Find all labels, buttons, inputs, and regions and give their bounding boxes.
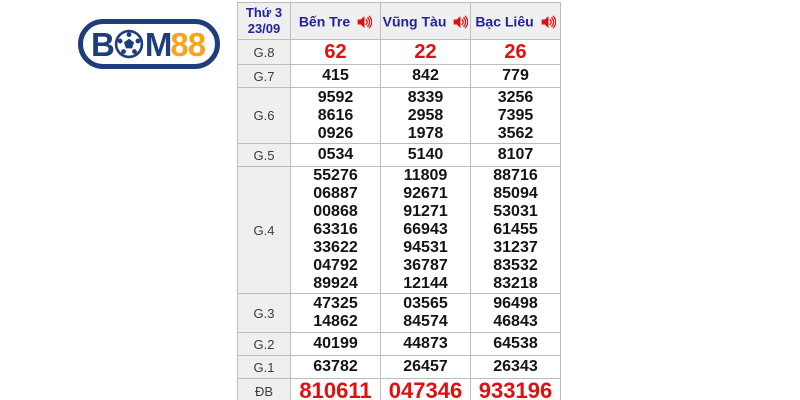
soccer-ball-icon [114, 29, 144, 59]
speaker-icon[interactable] [357, 15, 372, 29]
prize-numbers-cell [381, 333, 471, 356]
column-header-ben-tre [291, 3, 381, 40]
prize-number: 46843 [493, 313, 538, 330]
prize-numbers-cell [291, 356, 381, 379]
prize-number: 04792 [313, 257, 358, 274]
prize-number: 22 [414, 41, 437, 63]
prize-tier-label: G.5 [238, 144, 291, 167]
prize-row-g6 [238, 88, 561, 144]
province-name: Bến Tre [298, 13, 351, 30]
prize-number: 12144 [403, 275, 448, 292]
prize-number: 3256 [497, 88, 534, 106]
prize-number: 2958 [407, 106, 444, 124]
prize-numbers-cell [291, 40, 381, 65]
speaker-icon[interactable] [541, 15, 556, 29]
prize-number: 91271 [403, 203, 448, 220]
prize-tier-label: G.6 [238, 88, 291, 144]
prize-number: 0534 [317, 146, 354, 163]
prize-numbers-cell [471, 40, 561, 65]
prize-number: 89924 [313, 275, 358, 292]
prize-number: 96498 [493, 295, 538, 312]
logo-number-88: 88 [170, 25, 206, 63]
prize-numbers-cell [471, 167, 561, 294]
prize-number: 94531 [403, 239, 448, 256]
prize-numbers-cell [291, 167, 381, 294]
prize-row-g1 [238, 356, 561, 379]
prize-row-g5 [238, 144, 561, 167]
prize-tier-label: ĐB [238, 379, 291, 400]
prize-numbers-cell [471, 88, 561, 144]
prize-number: 85094 [493, 185, 538, 202]
prize-tier-label: G.2 [238, 333, 291, 356]
prize-numbers-cell [381, 379, 471, 400]
prize-numbers-cell [291, 333, 381, 356]
prize-number: 8339 [407, 88, 444, 106]
prize-number: 92671 [403, 185, 448, 202]
prize-numbers-cell [471, 65, 561, 88]
prize-number: 66943 [403, 221, 448, 238]
prize-number: 26457 [403, 358, 448, 375]
prize-number: 9592 [317, 88, 354, 106]
prize-number: 84574 [403, 313, 448, 330]
prize-number: 64538 [493, 335, 538, 352]
draw-date-cell [238, 3, 291, 40]
prize-numbers-cell [471, 333, 561, 356]
prize-number: 0926 [317, 124, 354, 142]
prize-number: 842 [412, 67, 439, 84]
prize-number: 40199 [313, 335, 358, 352]
prize-number: 62 [324, 41, 347, 63]
prize-number: 55276 [313, 167, 358, 184]
prize-number: 779 [502, 67, 529, 84]
draw-date: 23/09 [247, 21, 281, 36]
prize-numbers-cell [471, 356, 561, 379]
prize-number: 3562 [497, 124, 534, 142]
prize-numbers-cell [381, 88, 471, 144]
prize-numbers-cell [291, 88, 381, 144]
prize-number: 11809 [403, 167, 448, 184]
prize-row-g4 [238, 167, 561, 294]
province-name: Bạc Liêu [475, 13, 534, 30]
prize-number: 53031 [493, 203, 538, 220]
logo-letter-m: M [144, 25, 171, 63]
prize-number: 1978 [407, 124, 444, 142]
prize-number: 047346 [388, 378, 463, 400]
column-header-vung-tau [381, 3, 471, 40]
prize-numbers-cell [291, 379, 381, 400]
prize-number: 8107 [497, 146, 534, 163]
prize-number: 83218 [493, 275, 538, 292]
prize-tier-label: G.8 [238, 40, 291, 65]
logo-letter-b: B [91, 25, 113, 63]
prize-number: 36787 [403, 257, 448, 274]
prize-number: 83532 [493, 257, 538, 274]
prize-table-body [238, 40, 561, 400]
prize-number: 31237 [493, 239, 538, 256]
prize-number: 33622 [313, 239, 358, 256]
prize-number: 06887 [313, 185, 358, 202]
prize-row-g3 [238, 294, 561, 333]
prize-numbers-cell [291, 65, 381, 88]
prize-tier-label: G.7 [238, 65, 291, 88]
prize-tier-label: G.4 [238, 167, 291, 294]
prize-numbers-cell [471, 294, 561, 333]
prize-numbers-cell [471, 379, 561, 400]
prize-number: 47325 [313, 295, 358, 312]
prize-numbers-cell [381, 65, 471, 88]
prize-row-đb [238, 379, 561, 400]
prize-number: 61455 [493, 221, 538, 238]
prize-numbers-cell [381, 40, 471, 65]
prize-numbers-cell [381, 167, 471, 294]
prize-number: 00868 [313, 203, 358, 220]
prize-number: 5140 [407, 146, 444, 163]
prize-tier-label: G.3 [238, 294, 291, 333]
province-name: Vũng Tàu [382, 13, 447, 30]
prize-number: 7395 [497, 106, 534, 124]
prize-number: 810611 [299, 378, 372, 400]
prize-number: 44873 [403, 335, 448, 352]
table-header-row [238, 3, 561, 40]
prize-numbers-cell [381, 356, 471, 379]
draw-weekday: Thứ 3 [245, 5, 283, 20]
prize-numbers-cell [471, 144, 561, 167]
prize-numbers-cell [381, 144, 471, 167]
prize-row-g8 [238, 40, 561, 65]
prize-number: 26 [504, 41, 527, 63]
prize-number: 26343 [493, 358, 538, 375]
prize-number: 88716 [493, 167, 538, 184]
prize-row-g2 [238, 333, 561, 356]
prize-numbers-cell [291, 144, 381, 167]
prize-numbers-cell [291, 294, 381, 333]
prize-number: 14862 [313, 313, 358, 330]
prize-row-g7 [238, 65, 561, 88]
column-header-bac-lieu [471, 3, 561, 40]
prize-number: 03565 [403, 295, 448, 312]
prize-number: 63782 [313, 358, 358, 375]
prize-number: 63316 [313, 221, 358, 238]
prize-number: 415 [322, 67, 349, 84]
prize-number: 8616 [317, 106, 354, 124]
prize-number: 933196 [478, 378, 553, 400]
speaker-icon[interactable] [453, 15, 468, 29]
prize-tier-label: G.1 [238, 356, 291, 379]
prize-numbers-cell [381, 294, 471, 333]
bom88-logo [78, 19, 220, 69]
lottery-results-table [237, 2, 561, 400]
